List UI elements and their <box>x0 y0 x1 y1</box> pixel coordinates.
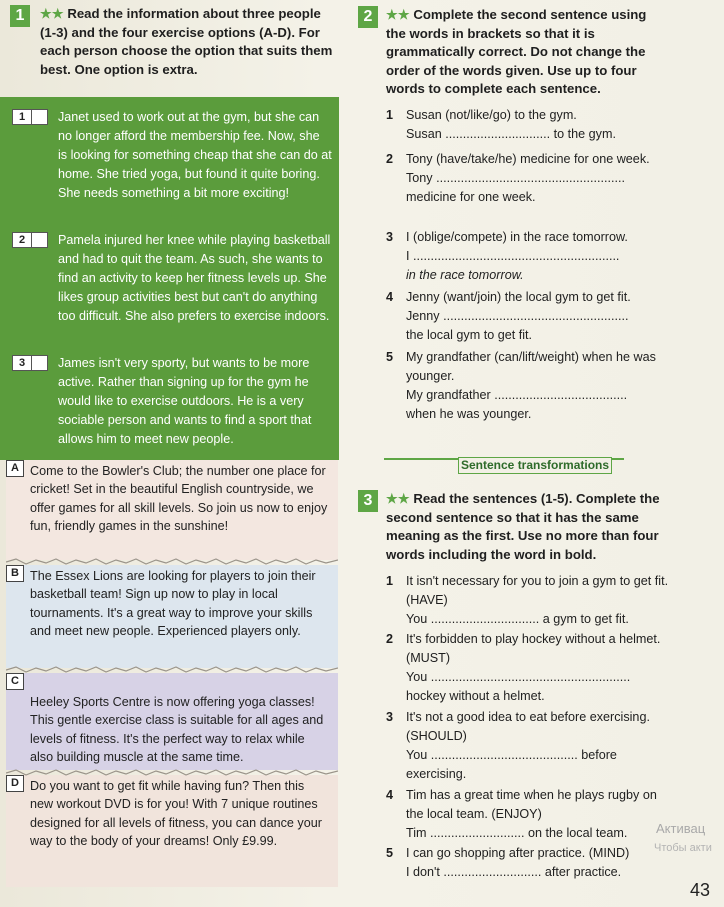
option-b <box>6 565 338 668</box>
option-a <box>6 460 338 560</box>
task-3-items <box>386 572 671 884</box>
answer-line[interactable]: Tim ........................... on the local team. <box>406 826 628 840</box>
difficulty-stars: ★★ <box>386 491 410 506</box>
difficulty-stars: ★★ <box>386 7 410 22</box>
task-3-instruction <box>386 490 668 564</box>
item-prompt: My grandfather (can/lift/weight) when he was younger. <box>406 350 656 383</box>
list-item <box>386 288 666 348</box>
option-d-text: Do you want to get fit while having fun? Then this new workout DVD is for you! With 7 unique routines designed for all levels of fitness, you can dance your way to the body of your dreams! Only £9.99. <box>30 779 322 849</box>
torn-edge <box>6 665 338 675</box>
task-1-instruction <box>40 5 340 79</box>
task-1-number: 1 <box>10 5 30 27</box>
list-item <box>386 572 671 630</box>
answer-line[interactable]: My grandfather ...................................... <box>406 388 628 402</box>
list-item <box>386 150 666 228</box>
item-number: 5 <box>386 846 394 860</box>
list-item <box>386 228 666 288</box>
option-a-text: Come to the Bowler's Club; the number one place for cricket! Set in the beautiful English countryside, we offer games for all skill levels. So join us now to enjoy fun, friendly games in the sunshine! <box>30 464 328 534</box>
person-2-number: 2 <box>13 233 32 247</box>
list-item <box>386 630 671 708</box>
torn-edge <box>6 557 338 567</box>
item-number: 5 <box>386 350 394 364</box>
task-2-items <box>386 106 666 426</box>
answer-continuation: in the race tomorrow. <box>406 268 524 282</box>
option-b-text: The Essex Lions are looking for players to join their basketball team! Sign up now to play in local tournaments. It's a great way to improve your skills and meet new people. Experienced players only. <box>30 569 316 639</box>
activation-watermark: Активац <box>656 821 706 836</box>
item-number: 1 <box>386 108 394 122</box>
task-1-instruction-text: Read the information about three people (1-3) and the four exercise options (A-D). For each person choose the option that suits them best. One option is extra. <box>40 6 333 77</box>
item-prompt: Jenny (want/join) the local gym to get fit. <box>406 290 631 304</box>
list-item <box>386 348 666 426</box>
list-item <box>386 106 666 150</box>
person-2-answer-box[interactable] <box>12 232 48 248</box>
answer-line[interactable]: Tony ...................................................... <box>406 171 626 185</box>
item-number: 4 <box>386 788 394 802</box>
option-b-letter: B <box>6 565 24 582</box>
answer-continuation: hockey without a helmet. <box>406 689 545 703</box>
torn-edge <box>6 768 338 778</box>
item-number: 2 <box>386 152 394 166</box>
answer-line[interactable]: You .......................................... before <box>406 748 617 762</box>
answer-line[interactable]: I ........................................................... <box>406 249 620 263</box>
item-number: 1 <box>386 574 394 588</box>
item-prompt: It isn't necessary for you to join a gym to get fit. (HAVE) <box>406 574 669 607</box>
answer-continuation: the local gym to get fit. <box>406 328 532 342</box>
item-prompt: I can go shopping after practice. (MIND) <box>406 846 630 860</box>
people-panel <box>0 97 339 460</box>
task-2-instruction <box>386 6 666 99</box>
answer-continuation: when he was younger. <box>406 407 532 421</box>
task-3-number: 3 <box>358 490 378 512</box>
item-prompt: It's not a good idea to eat before exercising. (SHOULD) <box>406 710 650 743</box>
list-item <box>386 844 671 884</box>
item-prompt: Tony (have/take/he) medicine for one week. <box>406 152 650 166</box>
person-1 <box>14 108 332 203</box>
option-d <box>6 775 338 887</box>
answer-line[interactable]: Jenny ..................................................... <box>406 309 629 323</box>
item-number: 2 <box>386 632 394 646</box>
item-prompt: It's forbidden to play hockey without a helmet. (MUST) <box>406 632 661 665</box>
answer-line[interactable]: Susan .............................. to the gym. <box>406 127 616 141</box>
person-3-text: James isn't very sporty, but wants to be more active. Rather than signing up for the gym he would like to exercise outdoors. He is a very sociable person and wants to find a sport that allows him to meet new people. <box>58 356 312 446</box>
person-3-number: 3 <box>13 356 32 370</box>
item-number: 3 <box>386 230 394 244</box>
task-3-instruction-text: Read the sentences (1-5). Complete the second sentence so that it has the same meaning as the first. Use no more than four words including the word in bold. <box>386 491 660 562</box>
item-number: 4 <box>386 290 394 304</box>
list-item <box>386 786 671 844</box>
page-number: 43 <box>690 880 711 900</box>
person-2 <box>14 231 332 326</box>
person-3-answer-box[interactable] <box>12 355 48 371</box>
person-1-text: Janet used to work out at the gym, but she can no longer afford the membership fee. Now, she is looking for something cheap that she can do at home. She tried yoga, but found it quite boring. She needs something a bit more exciting! <box>58 110 332 200</box>
person-3 <box>14 354 332 449</box>
list-item <box>386 708 671 786</box>
answer-line[interactable]: You ............................... a gym to get fit. <box>406 612 629 626</box>
answer-line[interactable]: I don't ............................ after practice. <box>406 865 622 879</box>
person-1-answer-box[interactable] <box>12 109 48 125</box>
option-c-text: Heeley Sports Centre is now offering yoga classes! This gentle exercise class is suitable for all ages and levels of fitness. It's the perfect way to relax while also building muscle at the same time. <box>30 695 324 765</box>
difficulty-stars: ★★ <box>40 6 64 21</box>
option-c <box>6 673 338 770</box>
person-2-text: Pamela injured her knee while playing basketball and had to quit the team. As such, she wants to find an activity to keep her fitness levels up. She likes group activities best but can't do anything too difficult. She also prefers to exercise indoors. <box>58 233 331 323</box>
activation-watermark-subtext: Чтобы акти <box>654 842 712 854</box>
item-prompt: Susan (not/like/go) to the gym. <box>406 108 577 122</box>
item-prompt: Tim has a great time when he plays rugby on the local team. (ENJOY) <box>406 788 657 821</box>
answer-continuation: exercising. <box>406 767 467 781</box>
answer-continuation: medicine for one week. <box>406 190 536 204</box>
answer-line[interactable]: You ......................................................... <box>406 670 631 684</box>
item-number: 3 <box>386 710 394 724</box>
person-1-number: 1 <box>13 110 32 124</box>
item-prompt: I (oblige/compete) in the race tomorrow. <box>406 230 628 244</box>
option-c-letter: C <box>6 673 24 690</box>
task-2-instruction-text: Complete the second sentence using the words in brackets so that it is grammatically correct. Do not change the order of the words given. Use up to four words to complete each sentence. <box>386 7 647 96</box>
task-2-number: 2 <box>358 6 378 28</box>
option-d-letter: D <box>6 775 24 792</box>
option-a-letter: A <box>6 460 24 477</box>
section-title: Sentence transformations <box>458 457 612 474</box>
